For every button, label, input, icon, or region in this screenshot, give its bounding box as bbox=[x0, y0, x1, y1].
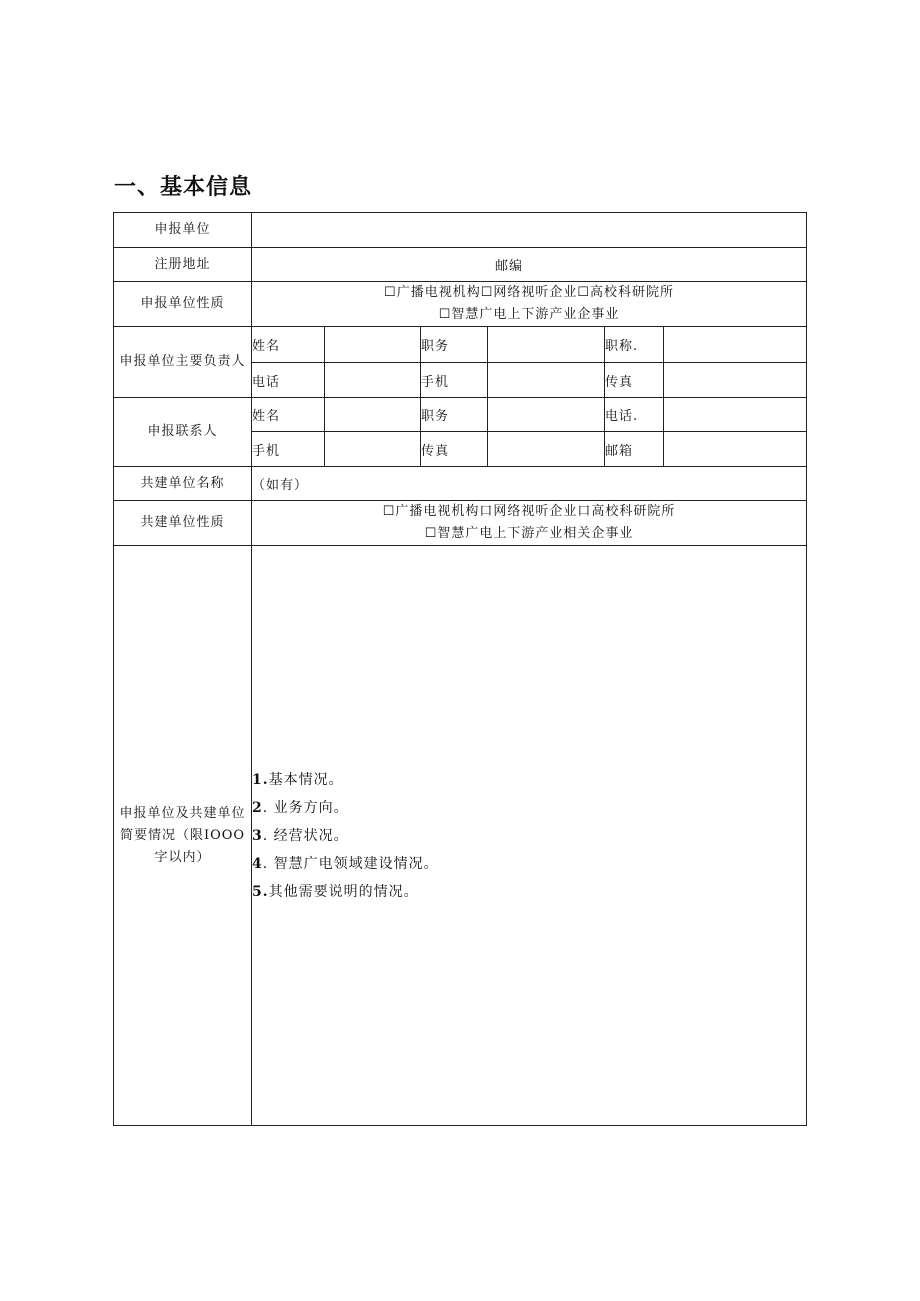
basic-info-form bbox=[113, 212, 807, 1126]
leader-position-label: 职务 bbox=[421, 327, 488, 363]
applicant-label: 申报单位 bbox=[114, 213, 252, 248]
applicant-type-line1[interactable]: ☐广播电视机构☐网络视听企业☐高校科研院所 bbox=[384, 285, 675, 300]
row-leader-1 bbox=[114, 327, 807, 363]
partner-type-line1[interactable]: ☐广播电视机构口网络视听企业口高校科研院所 bbox=[382, 504, 676, 519]
contact-fax-label: 传真 bbox=[421, 432, 488, 467]
contact-mobile-field[interactable] bbox=[325, 432, 421, 467]
partner-name-label: 共建单位名称 bbox=[114, 467, 252, 501]
contact-position-field[interactable] bbox=[488, 398, 605, 432]
leader-position-field[interactable] bbox=[488, 327, 605, 363]
row-summary bbox=[114, 546, 807, 1126]
summary-item-number: 4 bbox=[252, 855, 263, 872]
contact-email-field[interactable] bbox=[664, 432, 807, 467]
partner-type-label: 共建单位性质 bbox=[114, 501, 252, 546]
contact-name-label: 姓名 bbox=[252, 398, 325, 432]
summary-item-number: 2 bbox=[252, 799, 263, 816]
leader-mobile-field[interactable] bbox=[488, 363, 605, 398]
row-address bbox=[114, 248, 807, 282]
address-field[interactable] bbox=[252, 248, 807, 282]
summary-item bbox=[252, 850, 806, 878]
summary-item bbox=[252, 822, 806, 850]
contact-label: 申报联系人 bbox=[114, 398, 252, 467]
summary-item-text: . 业务方向。 bbox=[262, 799, 349, 816]
summary-item-number: 3 bbox=[252, 827, 263, 844]
leader-title-label: 职称. bbox=[605, 327, 664, 363]
applicant-field[interactable] bbox=[252, 213, 807, 248]
summary-item bbox=[252, 766, 806, 794]
summary-label bbox=[114, 546, 252, 1126]
partner-type-line2[interactable]: ☐智慧广电上下游产业相关企事业 bbox=[424, 526, 634, 541]
summary-field[interactable] bbox=[252, 546, 807, 1126]
summary-item-text: . 智慧广电领域建设情况。 bbox=[262, 855, 439, 872]
leader-title-field[interactable] bbox=[664, 327, 807, 363]
summary-item-text: 基本情况。 bbox=[268, 771, 344, 788]
contact-email-label: 邮箱 bbox=[605, 432, 664, 467]
applicant-type-line2[interactable]: ☐智慧广电上下游产业企事业 bbox=[438, 307, 620, 322]
contact-mobile-label: 手机 bbox=[252, 432, 325, 467]
leader-name-label: 姓名 bbox=[252, 327, 325, 363]
leader-fax-field[interactable] bbox=[664, 363, 807, 398]
applicant-type-options[interactable] bbox=[252, 282, 807, 327]
row-applicant-type bbox=[114, 282, 807, 327]
postcode-label: 邮编 bbox=[495, 259, 524, 274]
leader-name-field[interactable] bbox=[325, 327, 421, 363]
summary-item-text: . 经营状况。 bbox=[262, 827, 349, 844]
row-partner-name bbox=[114, 467, 807, 501]
partner-type-options[interactable] bbox=[252, 501, 807, 546]
summary-item bbox=[252, 794, 806, 822]
section-heading: 一、基本信息 bbox=[114, 175, 253, 200]
contact-phone-field[interactable] bbox=[664, 398, 807, 432]
leader-phone-field[interactable] bbox=[325, 363, 421, 398]
applicant-type-label: 申报单位性质 bbox=[114, 282, 252, 327]
contact-position-label: 职务 bbox=[421, 398, 488, 432]
summary-item-number: 1. bbox=[252, 771, 269, 788]
leader-label: 申报单位主要负责人 bbox=[114, 327, 252, 398]
contact-phone-label: 电话. bbox=[605, 398, 664, 432]
summary-label-text: 申报单位及共建单位简要情况（限IOOO字以内） bbox=[119, 805, 246, 865]
leader-mobile-label: 手机 bbox=[421, 363, 488, 398]
contact-fax-field[interactable] bbox=[488, 432, 605, 467]
summary-item-number: 5. bbox=[252, 883, 269, 900]
summary-item-text: 其他需要说明的情况。 bbox=[268, 883, 419, 900]
address-label: 注册地址 bbox=[114, 248, 252, 282]
row-applicant bbox=[114, 213, 807, 248]
leader-fax-label: 传真 bbox=[605, 363, 664, 398]
leader-phone-label: 电话 bbox=[252, 363, 325, 398]
row-partner-type bbox=[114, 501, 807, 546]
contact-name-field[interactable] bbox=[325, 398, 421, 432]
partner-name-field[interactable]: （如有） bbox=[252, 467, 807, 501]
summary-item bbox=[252, 878, 806, 906]
row-contact-1 bbox=[114, 398, 807, 432]
